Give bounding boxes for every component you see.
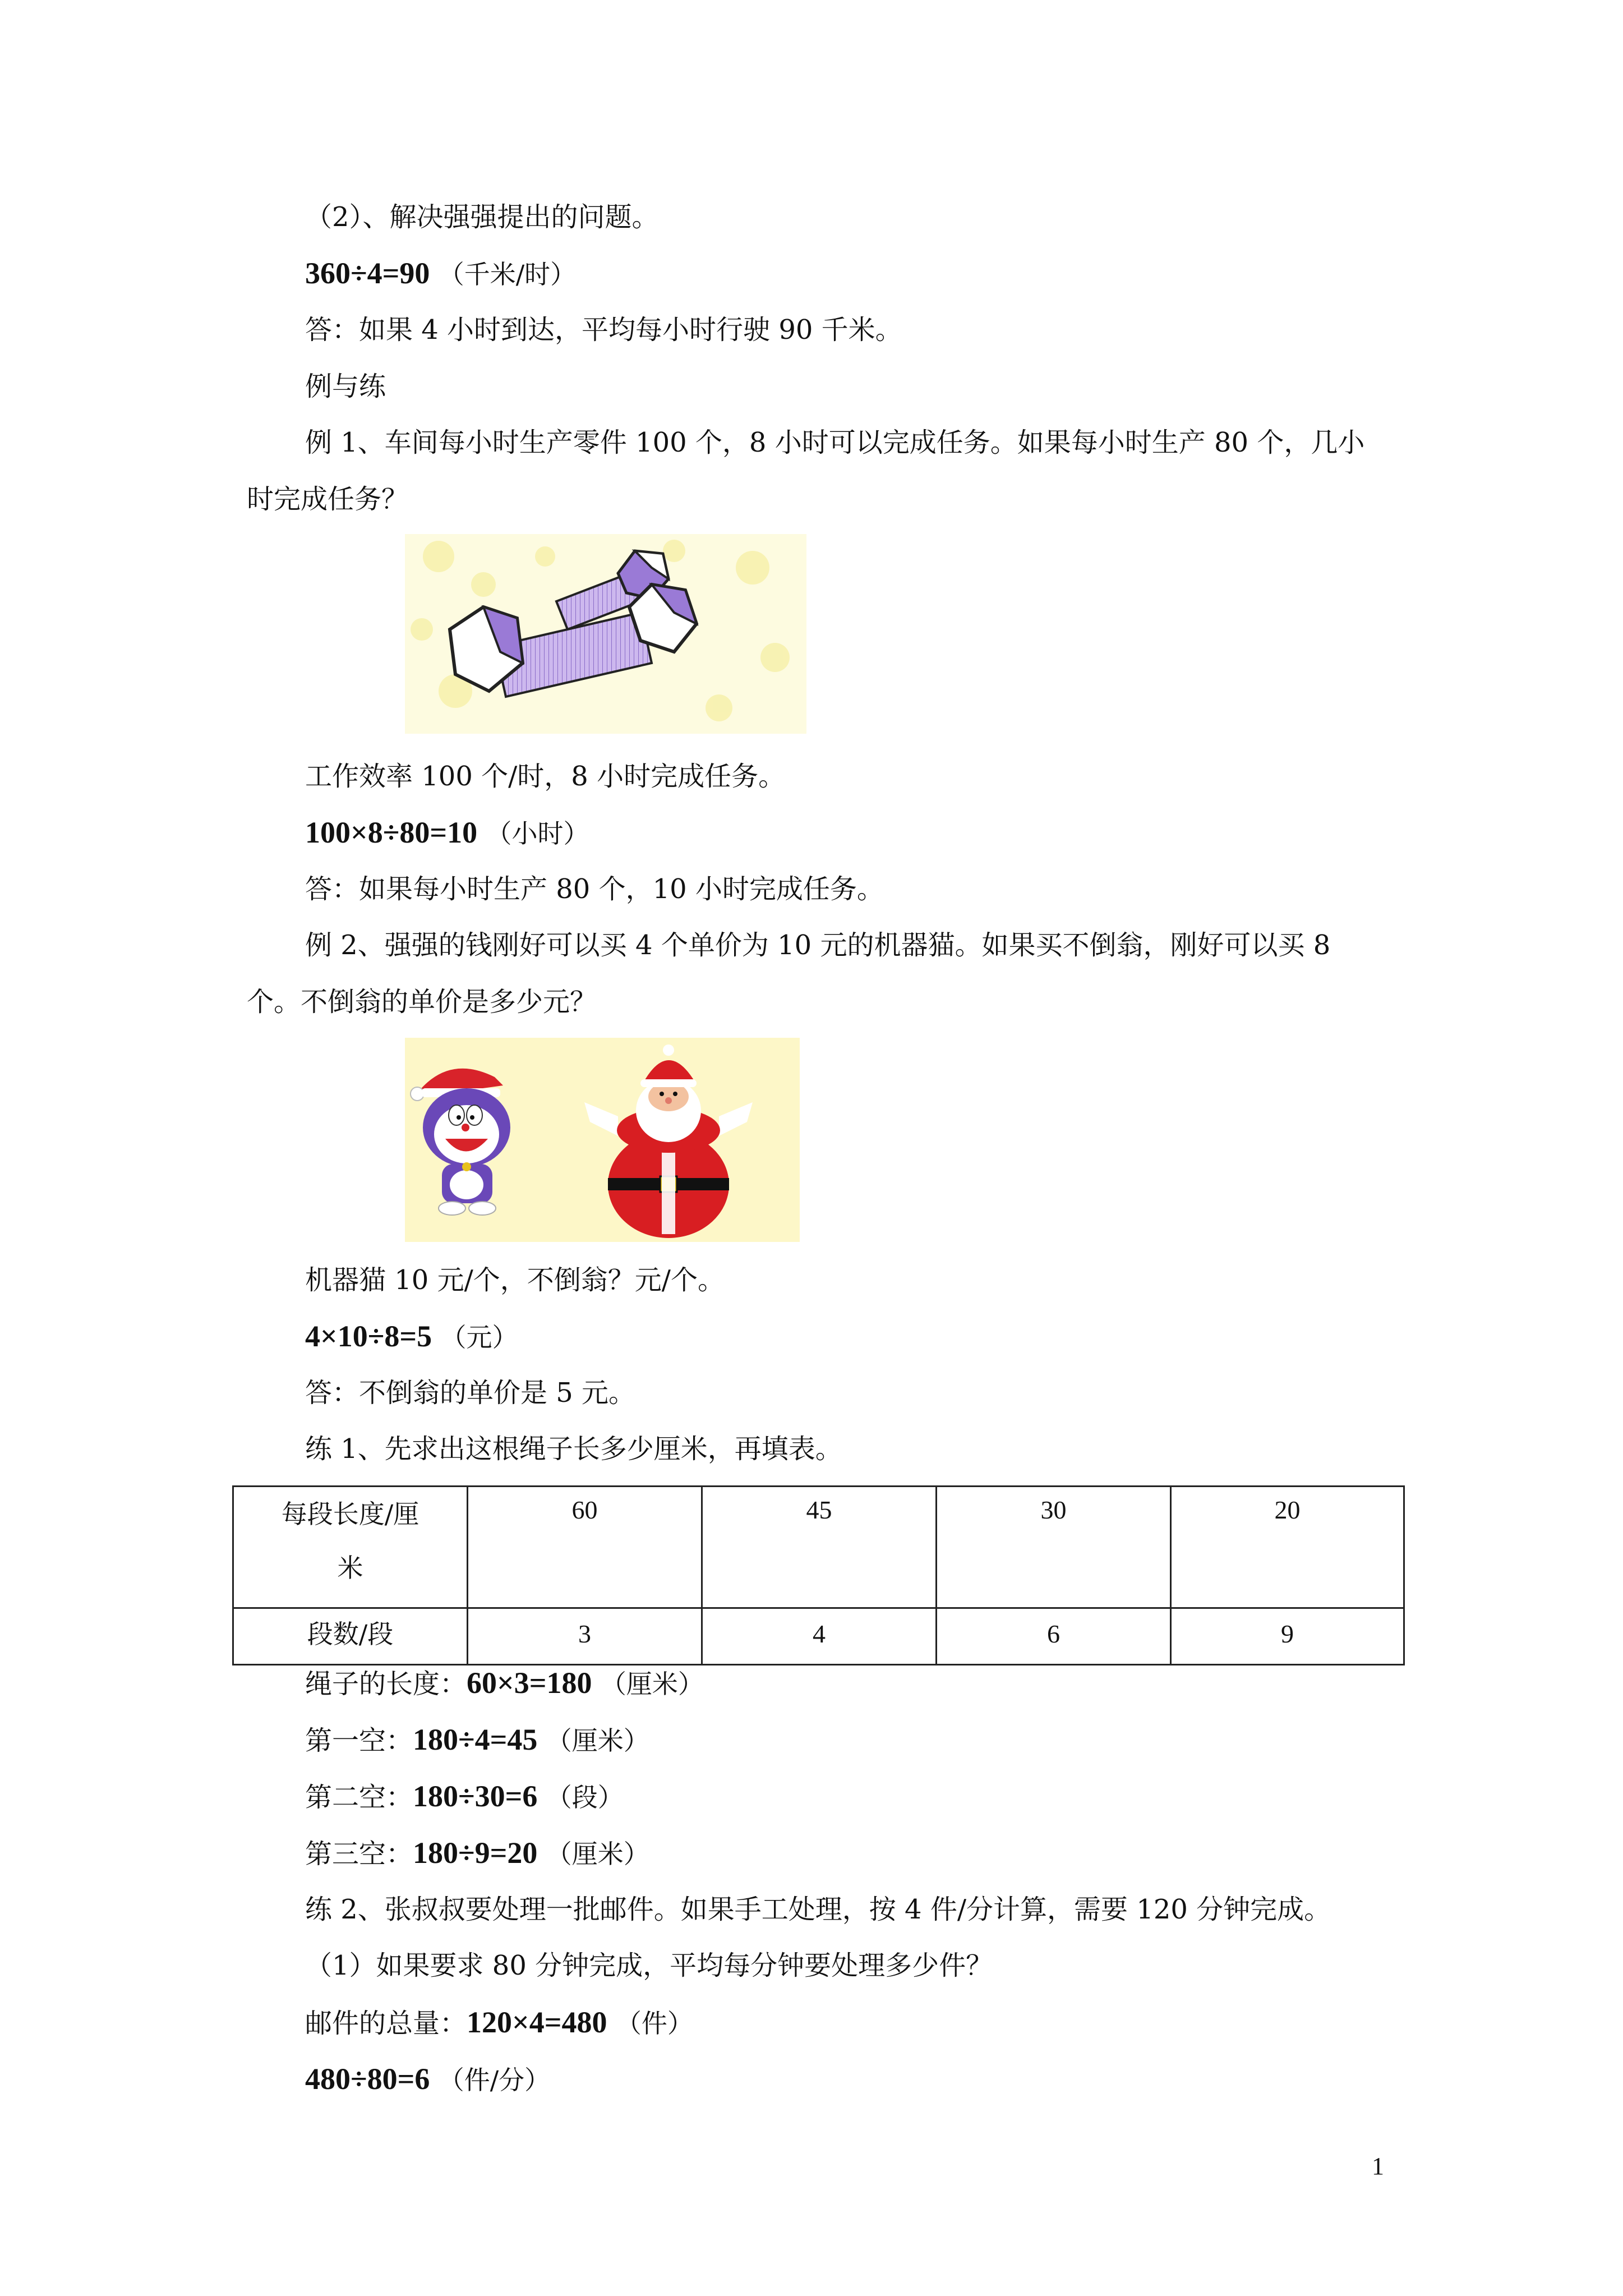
table-cell: 4 (702, 1608, 937, 1665)
table-cell: 45 (702, 1487, 937, 1608)
equation-line (305, 1722, 649, 1759)
text-line: 机器猫 10 元/个，不倒翁？元/个。 (305, 1264, 725, 1296)
text-line: （2）、解决强强提出的问题。 (305, 201, 659, 233)
equation-unit: （件/分） (438, 2065, 551, 2095)
equation-unit: （段） (546, 1782, 624, 1812)
equation-unit: （厘米） (546, 1726, 649, 1756)
answer-line: 答：如果每小时生产 80 个，10 小时完成任务。 (305, 873, 884, 905)
santa-tumbler-figure (584, 1045, 753, 1238)
equation-unit: （元） (440, 1322, 518, 1352)
equation-unit: （千米/时） (438, 259, 577, 289)
text-line: 工作效率 100 个/时，8 小时完成任务。 (305, 761, 786, 792)
rope-table (232, 1485, 1405, 1665)
equation-line (305, 1778, 624, 1815)
equation-line (305, 1318, 518, 1355)
equation-prefix: 第二空： (305, 1782, 413, 1813)
table-cell: 30 (937, 1487, 1171, 1608)
equation-line (305, 815, 589, 852)
equation-prefix: 绳子的长度： (305, 1668, 467, 1700)
equation-unit: （厘米） (600, 1669, 704, 1699)
table-cell: 3 (468, 1608, 702, 1665)
equation-prefix: 第三空： (305, 1838, 413, 1870)
table-header-cell: 段数/段 (233, 1608, 468, 1665)
table-cell: 6 (937, 1608, 1171, 1665)
toys-image (405, 1038, 800, 1242)
equation-unit: （小时） (486, 818, 589, 849)
equation-line (305, 255, 576, 292)
equation: 120×4=480 (467, 2005, 607, 2039)
robot-cat-figure (411, 1069, 510, 1215)
equation-prefix: 第一空： (305, 1725, 413, 1756)
equation: 60×3=180 (467, 1666, 592, 1700)
text-line: 例 2、强强的钱刚好可以买 4 个单价为 10 元的机器猫。如果买不倒翁，刚好可以买 8 (305, 930, 1331, 961)
equation-line (305, 1665, 704, 1702)
table-cell: 20 (1171, 1487, 1404, 1608)
header-text-line: 米 (337, 1553, 363, 1583)
page-number: 1 (1372, 2152, 1384, 2180)
table-cell: 60 (468, 1487, 702, 1608)
equation-prefix: 邮件的总量： (305, 2008, 467, 2039)
bolts-image (405, 534, 806, 734)
equation-unit: （件） (615, 2008, 693, 2039)
equation: 480÷80=6 (305, 2062, 430, 2096)
text-line: 练 2、张叔叔要处理一批邮件。如果手工处理，按 4 件/分计算，需要 120 分钟完成。 (305, 1894, 1331, 1925)
answer-line: 答：不倒翁的单价是 5 元。 (305, 1377, 636, 1409)
table-header-cell (233, 1487, 468, 1608)
equation: 100×8÷80=10 (305, 816, 478, 849)
equation-line (305, 2061, 550, 2098)
text-line: 练 1、先求出这根绳子长多少厘米，再填表。 (305, 1433, 842, 1465)
equation: 360÷4=90 (305, 256, 430, 290)
header-text-line: 每段长度/厘 (281, 1499, 419, 1529)
table-row (233, 1608, 1404, 1665)
answer-line: 答：如果 4 小时到达，平均每小时行驶 90 千米。 (305, 314, 902, 346)
table-row (233, 1487, 1404, 1608)
text-line: （1）如果要求 80 分钟完成，平均每分钟要处理多少件？ (305, 1950, 993, 1981)
equation-unit: （厘米） (546, 1839, 649, 1869)
equation-line (305, 2004, 693, 2041)
text-line: 个。不倒翁的单价是多少元？ (247, 986, 597, 1018)
text-line: 例 1、车间每小时生产零件 100 个，8 小时可以完成任务。如果每小时生产 80 个，几小 (305, 427, 1365, 458)
equation: 180÷4=45 (413, 1723, 538, 1756)
table-cell: 9 (1171, 1608, 1404, 1665)
equation: 180÷9=20 (413, 1836, 538, 1870)
equation-line (305, 1835, 649, 1872)
equation: 4×10÷8=5 (305, 1319, 432, 1353)
section-heading: 例与练 (305, 371, 386, 402)
equation: 180÷30=6 (413, 1779, 538, 1813)
text-line: 时完成任务？ (247, 484, 409, 515)
